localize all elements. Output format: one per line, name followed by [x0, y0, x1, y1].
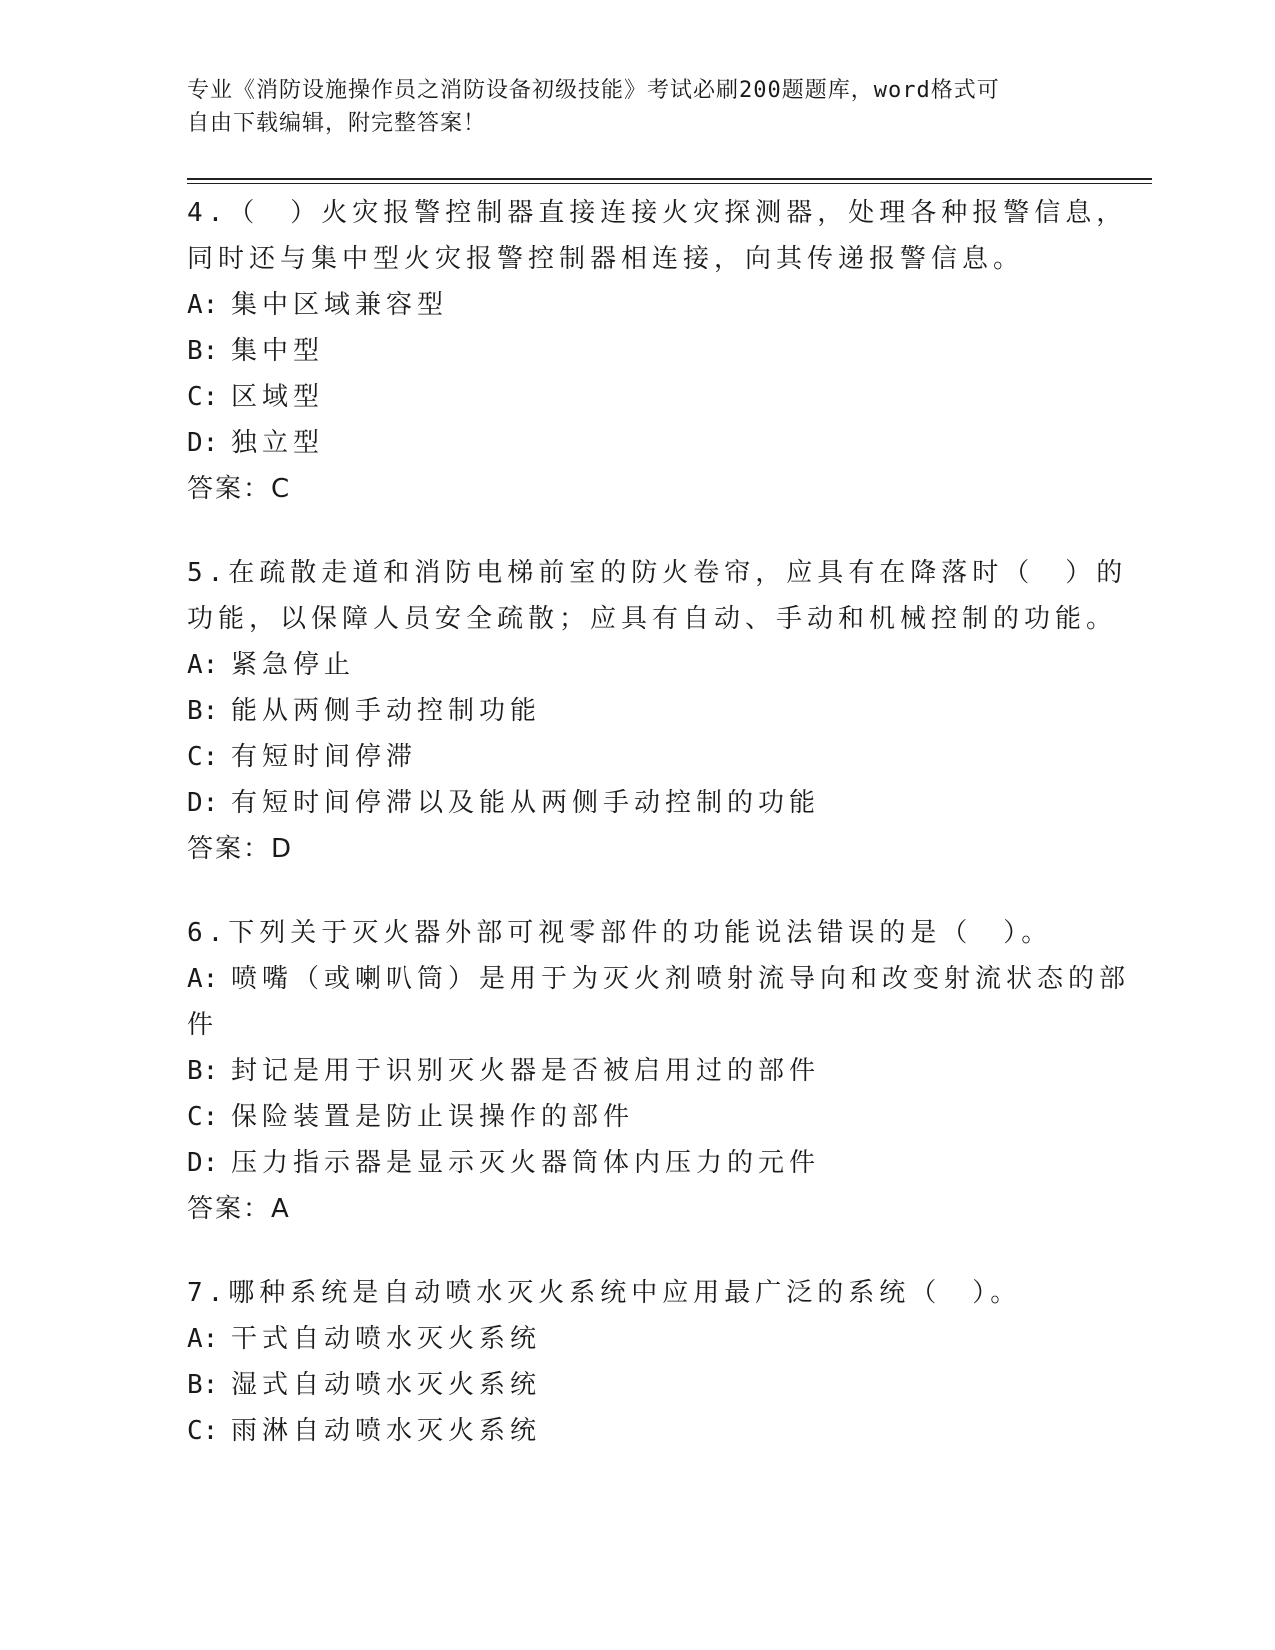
- option-text: 独立型: [231, 428, 325, 458]
- question-4: [187, 190, 1128, 512]
- question-5: [187, 550, 1128, 872]
- option-text: 区域型: [231, 382, 325, 412]
- option-text: 集中区域兼容型: [231, 290, 449, 320]
- option-text: 紧急停止: [231, 650, 356, 680]
- answer-line: 答案：D: [187, 834, 294, 864]
- option-letter: A:: [187, 290, 219, 320]
- option-text: 保险装置是防止误操作的部件: [231, 1102, 635, 1132]
- question-stem-line: 4.（ ）火灾报警控制器直接连接火灾探测器，处理各种报警信息，: [187, 198, 1128, 228]
- document-header: [187, 74, 1087, 140]
- option-b: [187, 688, 1087, 734]
- option-a-continuation: 件: [187, 1010, 219, 1040]
- option-letter: A:: [187, 650, 219, 680]
- option-a: [187, 642, 1087, 688]
- option-letter: C:: [187, 1416, 219, 1446]
- option-letter: A:: [187, 1324, 219, 1354]
- option-letter: D:: [187, 788, 219, 818]
- option-letter: C:: [187, 382, 219, 412]
- question-stem-line: 6.下列关于灭火器外部可视零部件的功能说法错误的是（ ）。: [187, 918, 1053, 948]
- answer-line: 答案：A: [187, 1194, 291, 1224]
- question-7: [187, 1270, 1087, 1454]
- option-a: [187, 1316, 1087, 1362]
- question-stem-line: 5.在疏散走道和消防电梯前室的防火卷帘，应具有在降落时（ ）的: [187, 558, 1128, 588]
- option-text: 湿式自动喷水灭火系统: [231, 1370, 542, 1400]
- option-text: 压力指示器是显示灭火器筒体内压力的元件: [231, 1148, 821, 1178]
- option-a: [187, 956, 1131, 1002]
- option-b: [187, 1048, 1087, 1094]
- header-line-2: 自由下载编辑，附完整答案！: [187, 111, 487, 136]
- option-letter: D:: [187, 428, 219, 458]
- option-text: 干式自动喷水灭火系统: [231, 1324, 542, 1354]
- option-text: 有短时间停滞以及能从两侧手动控制的功能: [231, 788, 821, 818]
- question-stem-line: 同时还与集中型火灾报警控制器相连接，向其传递报警信息。: [187, 244, 1025, 274]
- option-c: [187, 1094, 1087, 1140]
- option-letter: C:: [187, 1102, 219, 1132]
- option-a: [187, 282, 1087, 328]
- option-text: 有短时间停滞: [231, 742, 418, 772]
- option-d: [187, 420, 1087, 466]
- answer-line: 答案：C: [187, 474, 292, 504]
- option-b: [187, 1362, 1087, 1408]
- option-letter: B:: [187, 336, 219, 366]
- option-text: 雨淋自动喷水灭火系统: [231, 1416, 542, 1446]
- option-letter: A:: [187, 964, 219, 994]
- option-letter: B:: [187, 1056, 219, 1086]
- option-letter: B:: [187, 696, 219, 726]
- option-text: 能从两侧手动控制功能: [231, 696, 542, 726]
- option-text: 集中型: [231, 336, 325, 366]
- header-divider-thick: [187, 178, 1152, 180]
- option-letter: D:: [187, 1148, 219, 1178]
- option-d: [187, 780, 1087, 826]
- option-c: [187, 1408, 1087, 1454]
- option-b: [187, 328, 1087, 374]
- option-letter: C:: [187, 742, 219, 772]
- option-c: [187, 734, 1087, 780]
- question-stem-line: 功能，以保障人员安全疏散；应具有自动、手动和机械控制的功能。: [187, 604, 1118, 634]
- option-c: [187, 374, 1087, 420]
- option-text: 喷嘴（或喇叭筒）是用于为灭火剂喷射流导向和改变射流状态的部: [231, 964, 1131, 994]
- header-line-1: 专业《消防设施操作员之消防设备初级技能》考试必刷200题题库，word格式可: [187, 78, 1000, 103]
- header-divider-thin: [187, 183, 1152, 184]
- option-d: [187, 1140, 1087, 1186]
- option-text: 封记是用于识别灭火器是否被启用过的部件: [231, 1056, 821, 1086]
- question-list: [187, 190, 1131, 1492]
- option-letter: B:: [187, 1370, 219, 1400]
- question-stem-line: 7.哪种系统是自动喷水灭火系统中应用最广泛的系统（ ）。: [187, 1278, 1022, 1308]
- question-6: [187, 910, 1131, 1232]
